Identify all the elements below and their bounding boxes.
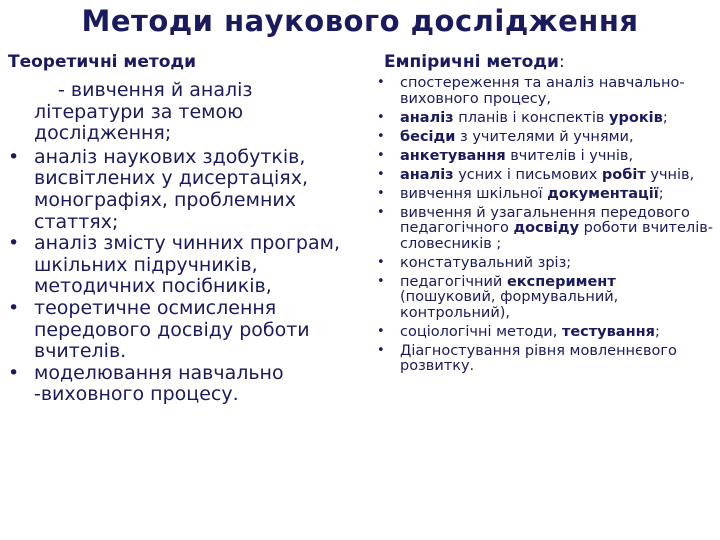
list-item (375, 168, 715, 184)
text: усних і письмових (453, 166, 602, 183)
list-item (375, 149, 715, 165)
bold-text: бесіди (400, 128, 456, 145)
list-item: • аналіз наукових здобутків, висвітлених у дисертаціях, монографіях, проблемних статтях; (8, 147, 348, 233)
text: ; (662, 109, 668, 126)
bold-text: аналіз (400, 166, 454, 183)
list-item: • теоретичне осмислення передового досвіду роботи вчителів. (8, 298, 348, 363)
text: спостереження та аналіз навчально-виховного процесу, (400, 75, 685, 107)
text: Діагностування рівня мовленнєвого розвитку. (400, 342, 677, 375)
list-item (375, 187, 715, 203)
list-item (375, 275, 715, 322)
list-item (375, 111, 715, 127)
list-item: • аналіз змісту чинних програм, шкільних підручників, методичних посібників, (8, 233, 348, 298)
list-item (375, 325, 715, 341)
list-item (375, 344, 715, 375)
text: (пошуковий, формувальний, контрольний), (400, 289, 619, 321)
text: вчителів і учнів, (505, 147, 634, 164)
text: соціологічні методи, (400, 323, 562, 340)
theoretical-methods-list (8, 80, 348, 406)
list-item (375, 256, 715, 272)
bold-text: експеримент (506, 273, 616, 290)
text: ; (658, 185, 664, 202)
list-item (375, 130, 715, 146)
list-item (375, 76, 715, 107)
list-item: - вивчення й аналіз літератури за темою дослідження; (34, 79, 253, 145)
list-item (375, 206, 715, 253)
bold-text: досвіду (513, 220, 580, 237)
bold-text: аналіз (400, 109, 454, 126)
empirical-methods-list (375, 76, 715, 378)
text: вивчення шкільної (400, 185, 548, 202)
theoretical-heading: Теоретичні методи (8, 52, 197, 72)
bold-text: уроків (609, 109, 663, 126)
list-item: • моделювання навчально -виховного процесу. (8, 363, 348, 406)
text: роботи вчителів-словесників ; (400, 220, 714, 252)
text: констатувальний зріз; (400, 254, 572, 271)
bold-text: робіт (601, 166, 646, 183)
text: вивчення й узагальнення передового педагогічного (400, 204, 690, 237)
text: учнів, (645, 166, 695, 183)
text: планів і конспектів (453, 109, 610, 126)
empirical-heading-text: Емпіричні методи (384, 52, 559, 72)
bold-text: документації (547, 185, 659, 202)
text: з учителями й учнями, (455, 128, 634, 145)
bold-text: тестування (561, 323, 655, 340)
bold-text: анкетування (400, 147, 506, 164)
text: ; (654, 323, 660, 340)
empirical-heading (384, 52, 565, 72)
page-title: Методи наукового дослідження (81, 4, 639, 38)
text: педагогічний (400, 273, 507, 290)
empirical-heading-colon: : (558, 52, 565, 72)
